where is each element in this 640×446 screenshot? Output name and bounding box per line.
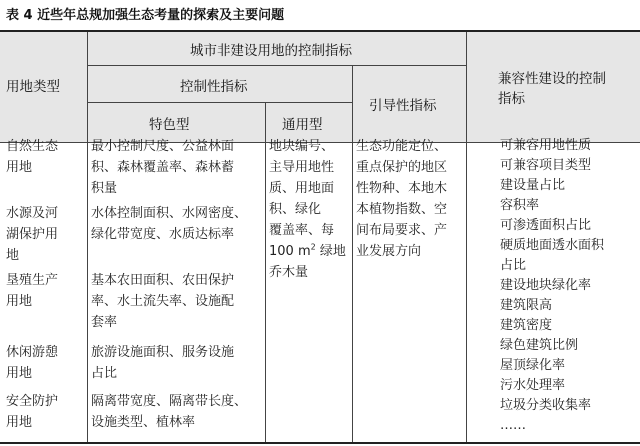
text-line: 用地 <box>6 160 33 175</box>
text-line: 间布局要求、产 <box>356 223 448 238</box>
land-type-row-2 <box>6 203 58 266</box>
text-fragment: 绿地 <box>315 244 346 259</box>
text-line: 率、水土流失率、设施配 <box>91 294 235 309</box>
text-line: 绿化带宽度、水质达标率 <box>91 227 235 242</box>
text-line: 基本农田面积、农田保护 <box>91 273 235 288</box>
featured-row-5 <box>91 391 247 433</box>
text-line: 水体控制面积、水网密度、 <box>91 206 248 221</box>
text-line: 隔离带宽度、隔离带长度、 <box>91 394 248 409</box>
text-line: 建设地块绿化率 <box>500 278 592 293</box>
text-line: 重点保护的地区 <box>356 160 448 175</box>
col-divider-3 <box>352 65 353 442</box>
text-line: 设施类型、植林率 <box>91 415 196 430</box>
land-type-row-3 <box>6 270 58 312</box>
land-type-row-5 <box>6 391 58 433</box>
general-indicators <box>269 136 346 283</box>
text-line: 湖保护用 <box>6 227 59 242</box>
text-line: 积量 <box>91 181 118 196</box>
text-line: 建筑密度 <box>500 318 553 333</box>
top-rule <box>0 30 640 32</box>
text-line: 可兼容用地性质 <box>500 138 592 153</box>
header-nonconstruction: 城市非建设用地的控制指标 <box>190 43 352 59</box>
text-fragment: 100 m <box>269 244 311 259</box>
compat-indicators <box>500 136 604 436</box>
text-line: 业发展方向 <box>356 244 422 259</box>
text-line: 本植物指数、空 <box>356 202 448 217</box>
text-line: 性物种、本地木 <box>356 181 448 196</box>
text-line: 自然生态 <box>6 139 59 154</box>
guiding-indicators <box>356 136 447 262</box>
header-featured: 特色型 <box>149 117 190 133</box>
text-line: 容积率 <box>500 198 540 213</box>
text-line: 用地 <box>6 366 33 381</box>
text-line: 积、森林覆盖率、森林蓄 <box>91 160 235 175</box>
text-line: …… <box>500 418 526 433</box>
table-caption: 表 4 近些年总规加强生态考量的探索及主要问题 <box>6 8 285 23</box>
col-divider-1 <box>87 32 88 442</box>
header-line-2 <box>88 102 352 103</box>
text-line: 水源及河 <box>6 206 59 221</box>
text-line: 旅游设施面积、服务设施 <box>91 345 235 360</box>
text-line: 套率 <box>91 315 118 330</box>
text-line: 乔木量 <box>269 265 309 280</box>
col-divider-2 <box>265 102 266 442</box>
text-line: 可渗透面积占比 <box>500 218 592 233</box>
text-line: 建筑限高 <box>500 298 553 313</box>
header-compat-line1: 兼容性建设的控制 <box>498 71 606 87</box>
bottom-rule <box>0 442 640 444</box>
text-line: 建设量占比 <box>500 178 566 193</box>
text-line: 占比 <box>91 366 118 381</box>
featured-row-1 <box>91 136 234 199</box>
indicator-table <box>0 30 640 444</box>
text-line: 覆盖率、每 <box>269 223 335 238</box>
text-line: 地 <box>6 248 20 263</box>
featured-row-3 <box>91 270 234 333</box>
superscript: 2 <box>310 242 316 252</box>
text-line: 占比 <box>500 258 527 273</box>
col-divider-4 <box>466 32 467 442</box>
text-line <box>269 241 346 262</box>
text-line: 地块编号、 <box>269 139 335 154</box>
header-control: 控制性指标 <box>180 79 248 95</box>
text-line: 绿色建筑比例 <box>500 338 579 353</box>
header-line-1 <box>88 65 466 66</box>
text-line: 主导用地性 <box>269 160 335 175</box>
header-general: 通用型 <box>282 117 323 133</box>
text-line: 可兼容项目类型 <box>500 158 592 173</box>
header-land-type: 用地类型 <box>6 79 60 95</box>
land-type-row-1 <box>6 136 58 178</box>
text-line: 最小控制尺度、公益林面 <box>91 139 235 154</box>
text-line: 硬质地面透水面积 <box>500 238 605 253</box>
text-line: 质、用地面 <box>269 181 335 196</box>
header-guiding: 引导性指标 <box>369 98 437 114</box>
land-type-row-4 <box>6 342 58 384</box>
text-line: 休闲游憩 <box>6 345 59 360</box>
text-line: 用地 <box>6 294 33 309</box>
text-line: 积、绿化 <box>269 202 322 217</box>
text-line: 用地 <box>6 415 33 430</box>
header-compat-line2: 指标 <box>498 91 525 107</box>
featured-row-4 <box>91 342 234 384</box>
text-line: 生态功能定位、 <box>356 139 448 154</box>
text-line: 垃圾分类收集率 <box>500 398 592 413</box>
text-line: 污水处理率 <box>500 378 566 393</box>
text-line: 安全防护 <box>6 394 59 409</box>
text-line: 垦殖生产 <box>6 273 59 288</box>
featured-row-2 <box>91 203 247 245</box>
text-line: 屋顶绿化率 <box>500 358 566 373</box>
